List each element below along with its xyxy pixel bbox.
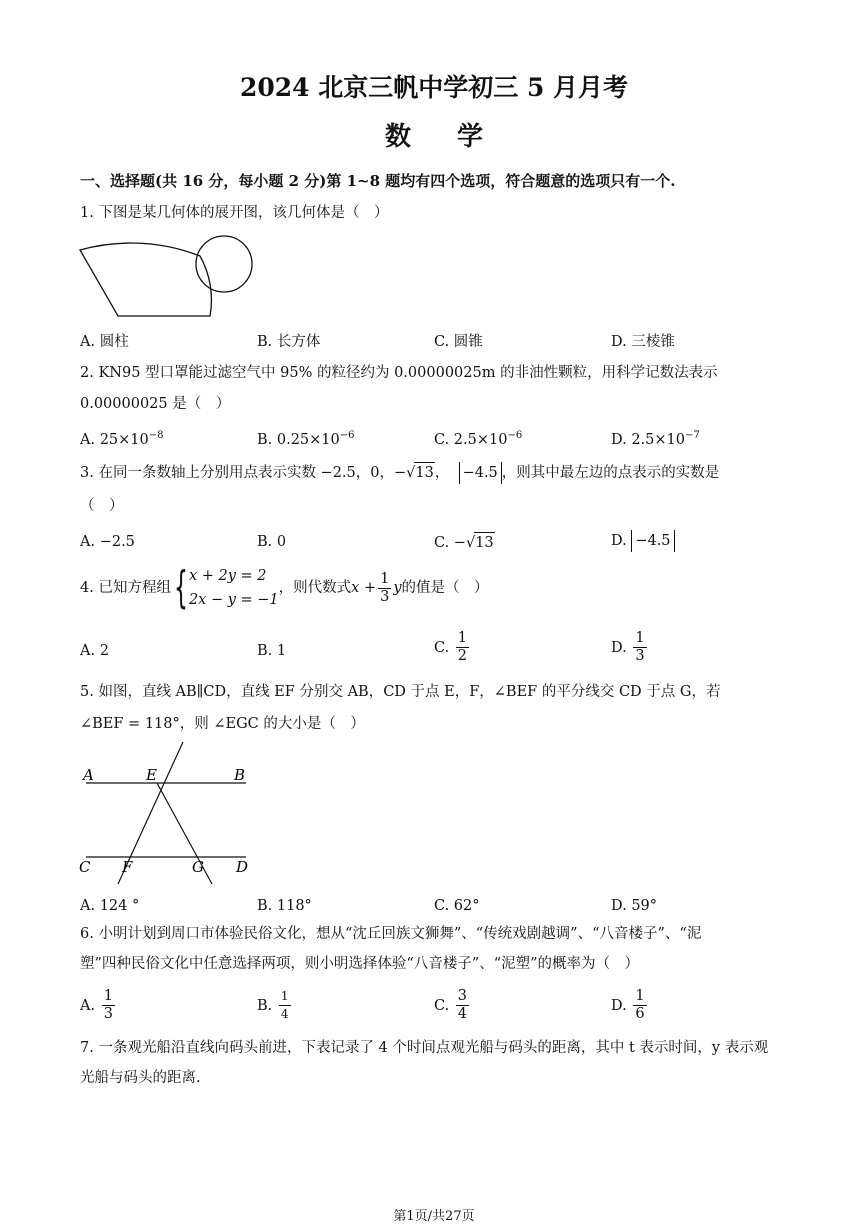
q1-option-c: C. 圆锥	[434, 334, 483, 350]
q2-option-a: A. $25\times 10^{-8}$	[80, 430, 164, 448]
q6-option-b: B. $\frac{1}{4}$	[257, 989, 289, 1021]
q6-option-d: D. $\frac{1}{6}$	[611, 988, 645, 1022]
system-brace: {	[173, 562, 188, 613]
q5-geometry-figure	[76, 738, 256, 888]
label-d: D	[236, 858, 249, 876]
label-a: A	[83, 766, 94, 784]
q6-option-a: A. $\frac{1}{3}$	[80, 988, 113, 1022]
label-f: F	[122, 858, 133, 876]
q4-option-d: D. $\frac{1}{3}$	[611, 630, 645, 664]
q4-option-c: C. $\frac{1}{2}$	[434, 630, 468, 664]
page-number: 第1页/共27页	[393, 1209, 475, 1224]
q5-option-b: B. 118°	[257, 898, 312, 914]
q7-stem-line2: 光船与码头的距离.	[80, 1070, 201, 1086]
q2-stem-line2: 0.00000025 是（ ）	[80, 396, 231, 412]
subject-title: 数学	[384, 122, 529, 152]
q5-option-c: C. 62°	[434, 898, 480, 914]
q2-option-c: C. $2.5\times 10^{-6}$	[434, 430, 523, 448]
q3-stem-line2: （ ）	[80, 498, 124, 514]
q2-option-d: D. $2.5\times 10^{-7}$	[611, 430, 700, 448]
q3-stem-line1: 3. 在同一条数轴上分别用点表示实数 −2.5，0，−√13， −4.5 ，则其中最左边的点表示的实数是	[80, 462, 719, 484]
label-e: E	[146, 766, 157, 784]
page-title: 2024 北京三帆中学初三 5 月月考	[239, 73, 629, 102]
q4-stem: 4. 已知方程组 { x + 2y = 2 2x − y = −1 ，则代数式 x + $\frac{1}{3}$ y 的值是（ ）	[80, 562, 489, 613]
sector-shape	[80, 243, 211, 316]
q2-stem-line1: 2. KN95 型口罩能过滤空气中 95% 的粒径约为 0.00000025m 的非油性颗粒，用科学记数法表示	[80, 365, 718, 381]
equation-system: x + 2y = 2 2x − y = −1	[188, 568, 279, 608]
q1-option-a: A. 圆柱	[80, 334, 129, 350]
q6-stem-line2: 塑”四种民俗文化中任意选择两项，则小明选择体验“八音楼子”、“泥塑”的概率为（ ）	[80, 956, 640, 972]
q5-option-a: A. 124 °	[80, 898, 140, 914]
q7-stem-line1: 7. 一条观光船沿直线向码头前进，下表记录了 4 个时间点观光船与码头的距离，其中 t 表示时间，y 表示观	[80, 1040, 769, 1056]
q5-stem-line1: 5. 如图，直线 AB∥CD，直线 EF 分别交 AB，CD 于点 E，F，∠BEF 的平分线交 CD 于点 G，若	[80, 684, 721, 700]
q4-option-b: B. 1	[257, 643, 287, 659]
q3-option-d: D. −4.5	[611, 530, 675, 552]
q1-net-figure	[76, 228, 256, 324]
q2-option-b: B. $0.25\times 10^{-6}$	[257, 430, 355, 448]
q5-option-d: D. 59°	[611, 898, 658, 914]
label-c: C	[79, 858, 91, 876]
label-b: B	[234, 766, 246, 784]
label-g: G	[192, 858, 204, 876]
q3-option-b: B. 0	[257, 534, 287, 550]
q4-option-a: A. 2	[80, 643, 109, 659]
q6-stem-line1: 6. 小明计划到周口市体验民俗文化，想从“沈丘回族文狮舞”、“传统戏剧越调”、“八音楼子”、“泥	[80, 926, 702, 942]
q6-option-c: C. $\frac{3}{4}$	[434, 988, 468, 1022]
q1-stem: 1. 下图是某几何体的展开图，该几何体是（ ）	[80, 205, 389, 221]
q1-option-b: B. 长方体	[257, 334, 321, 350]
q3-option-a: A. −2.5	[80, 534, 135, 550]
section-heading: 一、选择题(共 16 分，每小题 2 分)第 1~8 题均有四个选项，符合题意的选项只有一个.	[80, 172, 676, 190]
q5-stem-line2: ∠BEF = 118°，则 ∠EGC 的大小是（ ）	[80, 716, 365, 732]
q1-option-d: D. 三棱锥	[611, 334, 675, 350]
q3-option-c: C. −√13	[434, 532, 495, 553]
